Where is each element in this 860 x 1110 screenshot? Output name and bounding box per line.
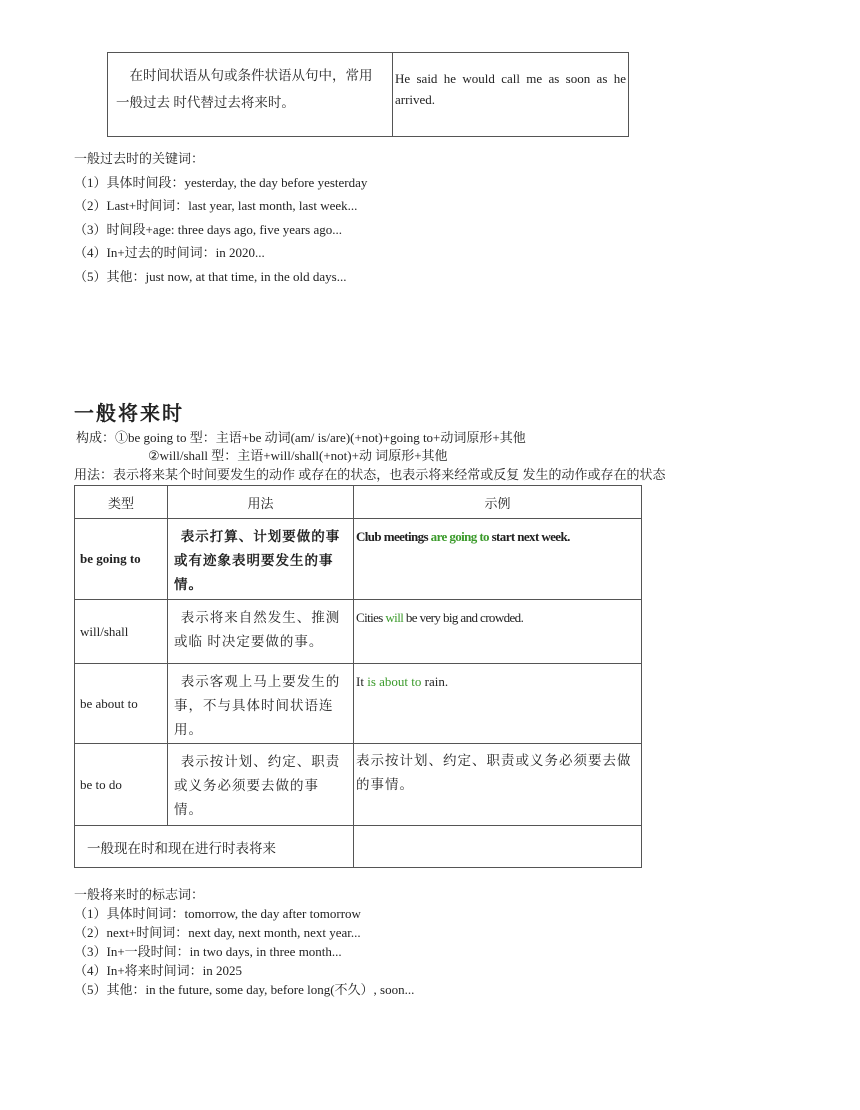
list-item: （1）具体时间段：yesterday, the day before yesterday	[74, 174, 368, 190]
list-item: （5）其他：in the future, some day, before long(不久）, soon...	[74, 982, 415, 997]
example-text: rain.	[421, 674, 449, 689]
section-title: 一般将来时	[74, 401, 184, 425]
use-cell: 表示将来自然发生、推测或临 时决定要做的事。	[168, 600, 354, 664]
top-table-cn-text: 在时间状语从句或条件状语从句中，常用一般过去 时代替过去将来时。	[116, 68, 373, 110]
type-cell: be going to	[75, 519, 168, 600]
use-cell: 表示客观上马上要发生的事，不与具体时间状语连用。	[168, 664, 354, 744]
table-header-row	[75, 486, 642, 519]
table-row	[75, 600, 642, 664]
table-row	[75, 664, 642, 744]
type-cell: be to do	[75, 744, 168, 826]
example-highlight: are going to	[430, 529, 489, 544]
header-example: 示例	[354, 486, 642, 519]
construct-line-2: ②will/shall 型：主语+will/shall(+not)+动 词原形+其他	[148, 448, 448, 463]
list-item: （2）next+时间词：next day, next month, next year...	[74, 925, 361, 940]
header-type: 类型	[75, 486, 168, 519]
top-table-cn-cell	[108, 53, 393, 137]
future-keywords	[74, 885, 414, 999]
type-cell: will/shall	[75, 600, 168, 664]
example-text: start next week.	[488, 529, 570, 544]
usage-line: 用法：表示将来某个时间要发生的动作 或存在的状态，也表示将来经常或反复 发生的动作或存在的状态	[74, 467, 666, 482]
example-highlight: is about to	[367, 674, 422, 689]
list-item: （4）In+将来时间词：in 2025	[74, 963, 243, 978]
example-text: Cities	[356, 610, 386, 625]
header-use: 用法	[168, 486, 354, 519]
example-text: be very big and crowded.	[403, 610, 524, 625]
past-keywords-title: 一般过去时的关键词：	[74, 151, 205, 166]
list-item: （2）Last+时间词：last year, last month, last week...	[74, 198, 358, 213]
example-cell	[354, 519, 642, 600]
last-row-label: 一般现在时和现在进行时表将来	[75, 826, 354, 868]
list-item: （1）具体时间词：tomorrow, the day after tomorrow	[74, 906, 361, 921]
table-row	[75, 519, 642, 600]
use-cell: 表示按计划、约定、职责或义务必须要去做的事情。	[168, 744, 354, 826]
table-row	[75, 826, 642, 868]
list-item: （3）时间段+age: three days ago, five years ago...	[74, 221, 342, 237]
top-table-en-cell	[393, 53, 629, 137]
type-cell: be about to	[75, 664, 168, 744]
example-text: It	[356, 674, 368, 689]
future-keywords-title: 一般将来时的标志词：	[74, 887, 205, 902]
use-cell: 表示打算、计划要做的事或有迹象表明要发生的事情。	[168, 519, 354, 600]
example-text: Club meetings	[356, 529, 431, 544]
example-cell	[354, 664, 642, 744]
top-table	[107, 52, 629, 137]
top-table-en-text: He said he would call me as soon as he arrived.	[395, 71, 626, 107]
construct-line-1: 构成：①be going to 型：主语+be 动词(am/ is/are)(+not)+going to+动词原形+其他	[76, 430, 526, 445]
past-keywords	[74, 147, 367, 288]
list-item: （5）其他：just now, at that time, in the old days...	[74, 268, 347, 284]
table-row	[75, 744, 642, 826]
example-cell	[354, 600, 642, 664]
example-highlight: will	[385, 610, 404, 625]
example-cell: 表示按计划、约定、职责或义务必须要去做的事情。	[354, 744, 642, 826]
list-item: （4）In+过去的时间词：in 2020...	[74, 245, 265, 260]
last-row-empty	[354, 826, 642, 868]
list-item: （3）In+一段时间：in two days, in three month...	[74, 944, 342, 959]
future-table	[74, 485, 642, 868]
